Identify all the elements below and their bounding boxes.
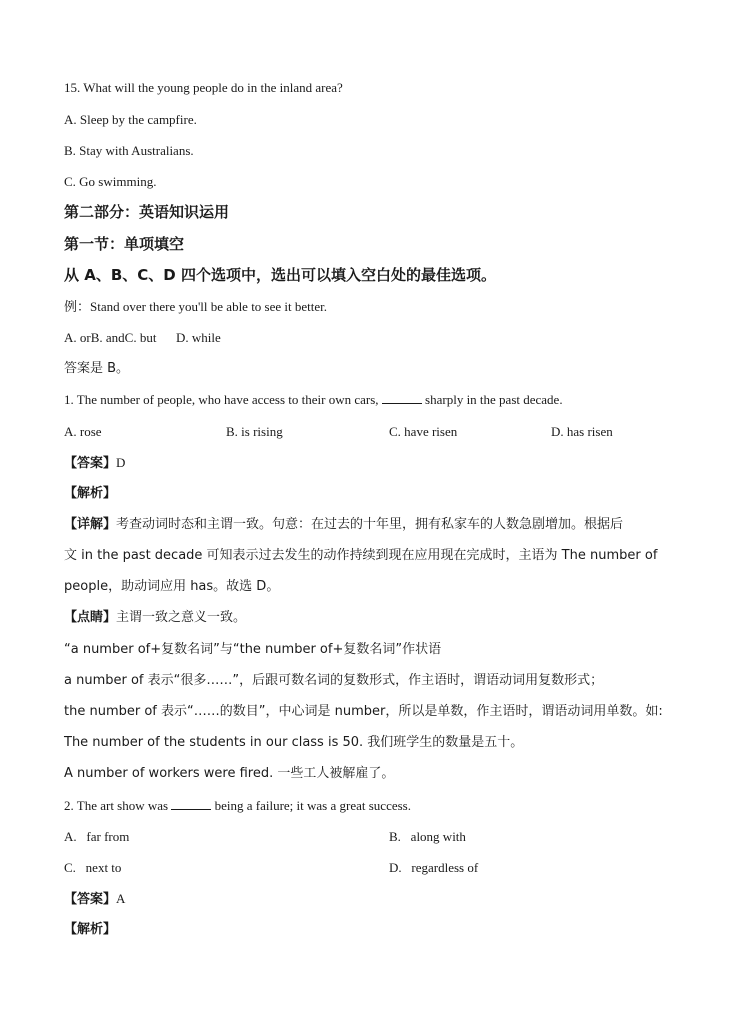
- q1-detail-line-2: 文 in the past decade 可知表示过去发生的动作持续到现在应用现在完成时，主语为 The number of: [64, 548, 658, 563]
- q1-blank: [382, 391, 422, 404]
- section-title: 第一节：单项填空: [64, 235, 185, 253]
- part-title: 第二部分：英语知识运用: [64, 203, 230, 221]
- q1-question-start: 1. The number of people, who have access to their own cars,: [64, 392, 382, 407]
- example-sentence: Stand over there you'll be able to see it better.: [90, 299, 328, 314]
- q2-option-c: C. next to: [64, 860, 122, 875]
- q1-option-a: A. rose: [64, 424, 102, 439]
- q1-note-2: a number of 表示“很多……”，后跟可数名词的复数形式，作主语时，谓语动词用复数形式；: [64, 673, 604, 688]
- q1-question: [64, 391, 563, 409]
- q15-option-c: C. Go swimming.: [64, 174, 157, 189]
- q1-answer-tag: 【答案】: [64, 456, 117, 471]
- example-options: A. orB. andC. but D. while: [64, 330, 221, 345]
- q15-option-a: A. Sleep by the campfire.: [64, 112, 197, 127]
- q1-note-4: The number of the students in our class is 50. 我们班学生的数量是五十。: [64, 735, 524, 750]
- q1-detail-line-3: people，助动词应用 has。故选 D。: [64, 579, 280, 594]
- q1-note-5: A number of workers were fired. 一些工人被解雇了。: [64, 766, 395, 781]
- q2-blank: [171, 797, 211, 810]
- example-label: 例：: [64, 300, 91, 315]
- q2-answer-line: [64, 890, 125, 909]
- q1-option-d: D. has risen: [551, 424, 613, 439]
- q1-tip-tag: 【点睛】: [64, 610, 117, 625]
- q1-detail-line-1: 【详解】考查动词时态和主谓一致。句意：在过去的十年里，拥有私家车的人数急剧增加。根据后: [64, 517, 624, 532]
- q1-note-1: “a number of+复数名词”与“the number of+复数名词”作状语: [64, 642, 442, 657]
- q2-option-d: D. regardless of: [389, 860, 479, 875]
- example-line: [64, 298, 327, 317]
- q2-option-a: A. far from: [64, 829, 130, 844]
- q15-question: 15. What will the young people do in the inland area?: [64, 80, 343, 95]
- q1-question-end: sharply in the past decade.: [421, 392, 563, 407]
- q1-note-3: the number of 表示“……的数目”，中心词是 number，所以是单数，作主语时，谓语动词用单数。如:: [64, 704, 663, 719]
- q2-answer-value: A: [116, 891, 126, 906]
- q2-question: [64, 797, 411, 815]
- q1-option-b: B. is rising: [226, 424, 283, 439]
- q1-tip-line: 【点睛】主谓一致之意义一致。: [64, 610, 247, 625]
- q2-answer-tag: 【答案】: [64, 892, 117, 907]
- q2-analysis-tag: 【解析】: [64, 922, 117, 937]
- q2-question-end: being a failure; it was a great success.: [211, 798, 411, 813]
- q1-option-c: C. have risen: [389, 424, 458, 439]
- section-instruction: 从 A、B、C、D 四个选项中，选出可以填入空白处的最佳选项。: [64, 266, 496, 284]
- q1-analysis-tag: 【解析】: [64, 486, 117, 501]
- q1-detail-tag: 【详解】: [64, 517, 117, 532]
- example-answer: 答案是 B。: [64, 361, 130, 376]
- q15-option-b: B. Stay with Australians.: [64, 143, 194, 158]
- q2-option-b: B. along with: [389, 829, 466, 844]
- q1-answer-value: D: [116, 455, 126, 470]
- q1-answer-line: [64, 454, 125, 473]
- q2-question-start: 2. The art show was: [64, 798, 172, 813]
